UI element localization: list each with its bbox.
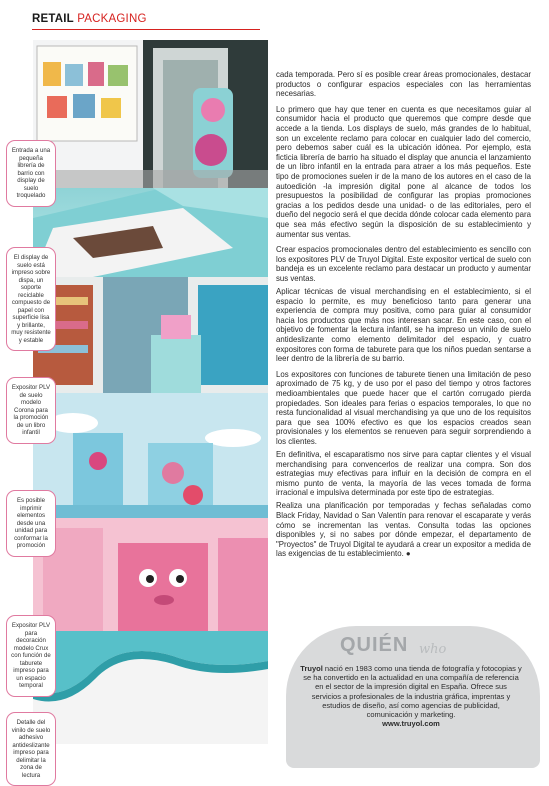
photo-storefront — [33, 40, 268, 188]
paragraph: Aplicar técnicas de visual merchandising en el establecimiento, si el espacio lo permite, es muy beneficioso tanto para generar una experiencia de compra muy positiva, como para guiar al consumidor hacia los productos que más nos interesan sacar. En este caso, con el objetivo de fomentar la lectura infantil, se ha impreso un vinilo de suelo antideslizante como elemento delimitador del espacio, y cuatro expositores con forma de taburete para que los niños puedan sentarse a leer dentro de la librería de su barrio. — [276, 286, 531, 364]
caption-corona-stand: Expositor PLV de suelo modelo Corona para la promoción de un libro infantil — [6, 377, 56, 444]
paragraph: Realiza una planificación por temporadas y fechas señaladas como Black Friday, Navidad o San Valentín para renovar el escaparate y verás cómo se incrementan las ventas. Consulta todas las opciones disponibles y, si no sabes por dónde empezar, el departamento de "Proyectos" de Truyol Digital te ayudará a crear un expositor a medida de las exigencias de tu establecimiento. ● — [276, 501, 531, 559]
paragraph: Lo primero que hay que tener en cuenta es que necesitamos guiar al consumidor hacia el producto que queremos que compre desde que accede a la tienda. Los displays de suelo, más grandes de lo habitual, son un excelente reclamo para colocar en cualquier lado del comercio, pero debemos saber cuál es la ubicación idónea. Por ejemplo, esta ficticia librería de barrio ha situado el display que anuncia el lanzamiento de un libro infantil en la entrada para atraer a los más pequeños. Este tipo de promociones suelen ir de la mano de los autores en el caso de la autoedición -la impresión digital pone al alcance de todos los presupuestos la posibilidad de configurar las propias promociones gracias a los pedidos desde una unidad- o de las editoriales, pero el dueño del negocio será el que decida dónde colocar cada elemento para que sea más efectivo según la disposición de su establecimiento y aumentar sus ventas. — [276, 104, 531, 239]
caption-crux-stand: Expositor PLV para decoración modelo Crux con función de taburete impreso para un espacio temporal — [6, 615, 56, 697]
photo-vinyl-floor — [33, 631, 268, 744]
article-body — [276, 70, 531, 563]
paragraph: cada temporada. Pero sí es posible crear áreas promocionales, destacar productos o configurar espacios especiales con las herramientas necesarias. — [276, 70, 531, 99]
photo-corona-stand — [33, 277, 268, 393]
section-name: RETAIL — [32, 13, 74, 25]
caption-print-units: Es posible imprimir elementos desde una unidad para conformar la promoción — [6, 490, 56, 557]
quien-text — [300, 664, 522, 728]
section-header — [32, 13, 147, 25]
section-topic: PACKAGING — [77, 13, 147, 25]
quien-subtitle: who — [419, 642, 447, 657]
photo-balloon-display — [33, 393, 268, 518]
caption-vinyl-floor: Detalle del vinilo de suelo adhesivo antideslizante impreso para delimitar la zona de lectura — [6, 712, 56, 786]
paragraph: Los expositores con funciones de taburete tienen una limitación de peso aproximado de 75 kg, y de uso por el paso del tiempo y otros factores medioambientales que puede hacer que el cartón corrugado pierda propiedades. Son ideales para ferias o espacios temporales, lo que no resta funcionalidad al visual merchandising ya que uno de los requisitos para que sea 100% efectivo es que los espacios creados sean provisionales y los elementos se renueven para seguir sorprendiendo a los clientes. — [276, 369, 531, 446]
company-description: nació en 1983 como una tienda de fotografía y fotocopias y se ha convertido en la actualidad en una compañía de referencia en el sector de la impresión digital en España. Ofrece sus servicios a profesionales de la industria gráfica, imprentas y estudios de diseño, así como agencias de publicidad, comunicación y marketing. — [303, 664, 522, 720]
company-name: Truyol — [300, 664, 323, 673]
header-rule — [32, 29, 260, 30]
paragraph: En definitiva, el escaparatismo nos sirve para captar clientes y el visual merchandising para convencerlos de realizar una compra. Son dos estrategias muy efectivas para influir en la decisión de compra en el mismo punto de venta, la mayoría de las veces tomada de forma irracional e impulsiva determinada por este tipo de estrategias. — [276, 449, 531, 498]
company-url[interactable]: www.truyol.com — [382, 719, 440, 729]
paragraph: Crear espacios promocionales dentro del establecimiento es sencillo con los expositores PLV de Truyol Digital. Este expositor vertical de suelo con bandeja es un excelente reclamo para destacar un producto y aumentar sus ventas. — [276, 245, 531, 283]
photo-taburete-crux — [33, 518, 268, 631]
photo-display-closeup — [33, 188, 268, 277]
caption-dispa-material: El display de suelo está impreso sobre dispa, un soporte reciclable compuesto de papel con superficie lisa y brillante, muy resistente y estable — [6, 247, 56, 351]
quien-title: QUIÉN — [340, 634, 409, 656]
caption-storefront: Entrada a una pequeña librería de barrio con display de suelo troquelado — [6, 140, 56, 207]
